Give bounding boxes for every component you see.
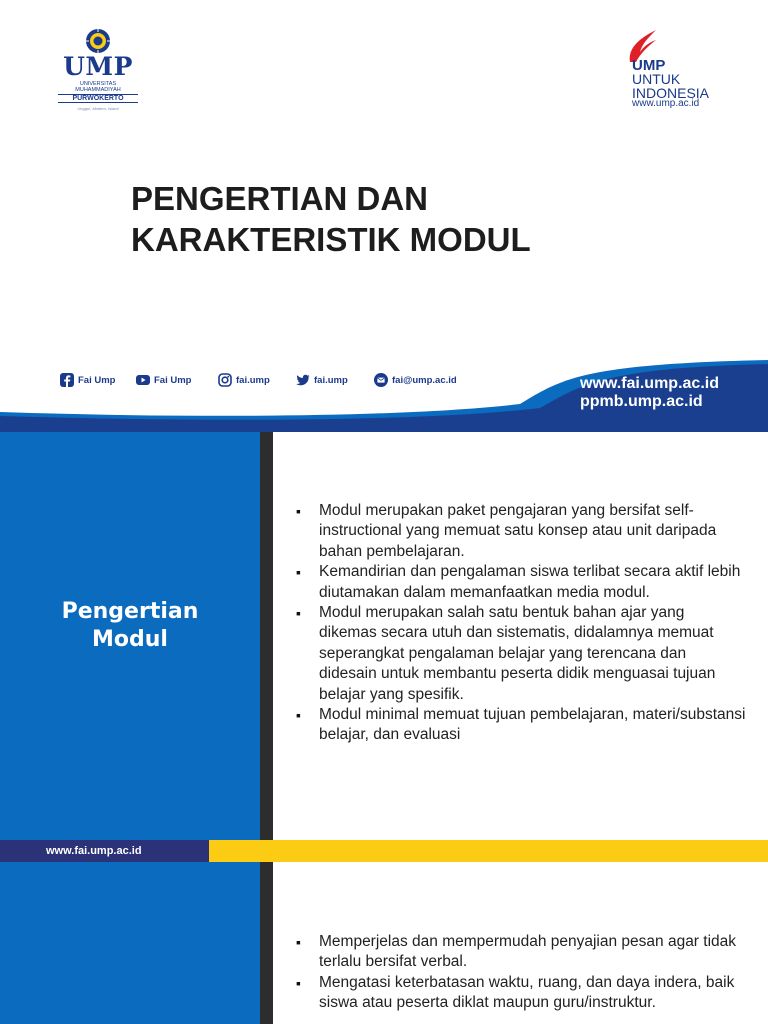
facebook-link[interactable] bbox=[60, 372, 115, 388]
facebook-icon bbox=[60, 373, 74, 387]
section-heading: Pengertian Modul bbox=[61, 599, 199, 652]
fai-website-link[interactable]: www.fai.ump.ac.id bbox=[580, 375, 719, 392]
youtube-handle: Fai Ump bbox=[154, 374, 192, 386]
instagram-link[interactable] bbox=[218, 372, 270, 388]
ppmb-website-link[interactable]: ppmb.ump.ac.id bbox=[580, 393, 703, 410]
instagram-icon bbox=[218, 373, 232, 387]
content-slide-pengertian bbox=[0, 432, 768, 864]
footer-website-link[interactable]: www.fai.ump.ac.id bbox=[46, 845, 142, 857]
twitter-handle: fai.ump bbox=[314, 374, 348, 386]
social-links bbox=[0, 360, 560, 404]
email-address: fai@ump.ac.id bbox=[392, 374, 457, 386]
list-item: ▪ Modul merupakan paket pengajaran yang bersifat self-instructional yang memuat satu konsep atau unit daripada bahan pembelajaran. bbox=[296, 501, 746, 562]
facebook-handle: Fai Ump bbox=[78, 374, 116, 386]
left-dark-strip bbox=[260, 432, 273, 864]
content-slide-partial bbox=[0, 864, 768, 1024]
slide-title: PENGERTIAN DAN KARAKTERISTIK MODUL bbox=[131, 180, 531, 258]
email-link[interactable] bbox=[374, 372, 457, 388]
logo-line-2: MUHAMMADIYAH bbox=[75, 87, 121, 93]
youtube-icon bbox=[136, 373, 150, 387]
twitter-link[interactable] bbox=[296, 372, 348, 388]
left-blue-panel bbox=[0, 864, 260, 1024]
ump-crest-icon bbox=[85, 28, 111, 54]
ump-untuk-indonesia-logo bbox=[626, 28, 721, 113]
title-slide bbox=[0, 0, 768, 432]
footer-yellow-stripe bbox=[209, 840, 768, 862]
list-item: ▪ Kemandirian dan pengalaman siswa terlibat secara aktif lebih diutamakan dalam memanfaatkan media modul. bbox=[296, 562, 746, 603]
twitter-icon bbox=[296, 373, 310, 387]
footer-bar bbox=[0, 840, 768, 864]
bullet-list bbox=[296, 932, 746, 1014]
logo-line-1: UNIVERSITAS bbox=[79, 81, 117, 87]
logo-tagline: Unggul, Modern, Islami bbox=[77, 106, 119, 111]
list-item: ▪ Modul minimal memuat tujuan pembelajaran, materi/substansi belajar, dan evaluasi bbox=[296, 705, 746, 746]
email-icon bbox=[374, 373, 388, 387]
logo-right-line-1: UNTUK bbox=[632, 71, 681, 87]
list-item: ▪ Mengatasi keterbatasan waktu, ruang, dan daya indera, baik siswa atau peserta diklat maupun guru/instruktur. bbox=[296, 973, 746, 1014]
logo-right-line-2: INDONESIA bbox=[632, 85, 710, 101]
instagram-handle: fai.ump bbox=[236, 374, 270, 386]
logo-right-website: www.ump.ac.id bbox=[632, 98, 700, 109]
left-dark-strip bbox=[260, 864, 273, 1024]
youtube-link[interactable] bbox=[136, 372, 191, 388]
list-item: ▪ Memperjelas dan mempermudah penyajian pesan agar tidak terlalu bersifat verbal. bbox=[296, 932, 746, 973]
list-item: ▪ Modul merupakan salah satu bentuk bahan ajar yang dikemas secara utuh dan sistematis, didalamnya memuat seperangkat pengalaman belajar yang terencana dan didesain untuk membantu peserta didik menguasai tujuan belajar yang spesifik. bbox=[296, 603, 746, 705]
logo-name: UMP bbox=[63, 52, 133, 81]
logo-right-name: UMP bbox=[632, 57, 666, 74]
bullet-list bbox=[296, 501, 746, 746]
logo-city: PURWOKERTO bbox=[58, 94, 138, 103]
ump-logo bbox=[58, 28, 138, 118]
